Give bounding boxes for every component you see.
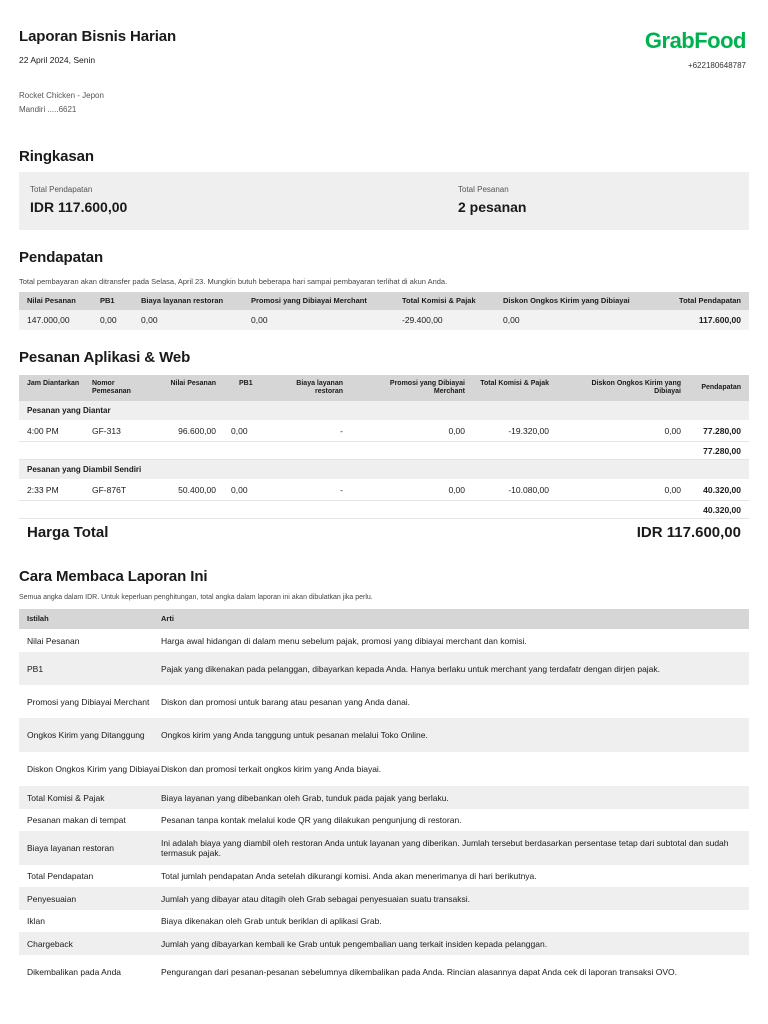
orders-label: Total Pesanan [458,185,509,194]
income-table-row [19,310,749,330]
glossary-row [19,652,749,685]
table-cell: 77.280,00 [703,426,741,436]
col-header: Promosi yang Dibiayai Merchant [389,380,465,395]
glossary-meaning: Biaya layanan yang dibebankan oleh Grab, tunduk pada pajak yang berlaku. [161,792,449,803]
glossary-term: Biaya layanan restoran [27,843,114,853]
table-cell: GF-313 [92,426,121,436]
table-row [19,479,749,501]
glossary-title: Cara Membaca Laporan Ini [19,568,208,585]
glossary-meaning: Ongkos kirim yang Anda tanggung untuk pesanan melalui Toko Online. [161,730,428,740]
glossary-row [19,932,749,955]
glossary-row [19,887,749,910]
table-row [19,420,749,442]
table-cell: 0,00 [231,426,248,436]
table-cell: 0,00 [231,485,248,495]
logo-text: GrabFood [644,28,746,53]
glossary-term: Ongkos Kirim yang Ditanggung [27,730,145,740]
glossary-term: PB1 [27,663,44,674]
glossary-term: Total Pendapatan [27,871,94,881]
table-cell: 2:33 PM [27,485,59,495]
col-header: Biaya layanan restoran [141,296,224,305]
group-header-pickup: Pesanan yang Diambil Sendiri [19,460,749,479]
income-note: Total pembayaran akan ditransfer pada Selasa, April 23. Mungkin butuh beberapa hari sampai pembayaran terlihat di akun Anda. [19,277,448,286]
glossary-term: Pesanan makan di tempat [27,815,126,825]
glossary-row [19,910,749,932]
glossary-meaning: Jumlah yang dibayar atau ditagih oleh Grab sebagai penyesuaian suatu transaksi. [161,893,471,904]
bank-account: Mandiri .....6621 [19,105,77,114]
table-cell: 0,00 [100,315,117,325]
table-cell: 0,00 [664,426,681,436]
merchant-phone: +622180648787 [687,61,746,70]
grand-total [19,524,749,546]
table-cell: GF-876T [92,485,127,495]
col-header: Jam Diantarkan [27,380,80,387]
orders-value: 2 pesanan [458,199,527,215]
glossary-meaning: Pajak yang dikenakan pada pelanggan, dibayarkan kepada Anda. Hanya berlaku untuk merchant yang terdafatr dengan dirjen pajak. [161,663,661,674]
glossary-meaning: Jumlah yang dibayarkan kembali ke Grab untuk pengembalian uang terkait insiden kepada pelanggan. [161,938,548,949]
col-header: Total Komisi & Pajak [402,296,476,305]
table-cell: -19.320,00 [508,426,549,436]
glossary-row [19,752,749,786]
col-header: Diskon Ongkos Kirim yang Dibiayai [503,296,630,305]
table-cell: 50.400,00 [178,485,216,495]
glossary-meaning: Biaya dikenakan oleh Grab untuk beriklan di aplikasi Grab. [161,916,382,926]
col-header: Pendapatan [701,384,741,391]
group-subtotal [19,501,749,519]
col-header: Nilai Pesanan [170,380,216,387]
subtotal-value: 77.280,00 [703,446,741,456]
grabfood-logo [645,28,746,70]
col-header: Total Pendapatan [679,296,741,305]
table-cell: 96.600,00 [178,426,216,436]
group-header-delivered: Pesanan yang Diantar [19,401,749,420]
report-date: 22 April 2024, Senin [19,55,96,65]
glossary-term: Iklan [27,916,45,926]
glossary-meaning: Total jumlah pendapatan Anda setelah dikurangi komisi. Anda akan menerimanya di hari berikutnya. [161,871,537,881]
report-title: Laporan Bisnis Harian [19,28,177,45]
table-cell: -10.080,00 [508,485,549,495]
glossary-meaning: Harga awal hidangan di dalam menu sebelum pajak, promosi yang dibiayai merchant dan komisi. [161,635,527,646]
revenue-label: Total Pendapatan [30,185,93,194]
glossary-header [19,609,749,629]
orders-table-header [19,375,749,401]
table-cell: 0,00 [251,315,268,325]
glossary-row [19,629,749,652]
glossary-note: Semua angka dalam IDR. Untuk keperluan penghitungan, total angka dalam laporan ini akan dibulatkan jika perlu. [19,594,373,601]
col-header: Nilai Pesanan [27,296,76,305]
table-cell: - [340,485,343,495]
glossary-meaning: Diskon dan promosi untuk barang atau pesanan yang Anda danai. [161,696,411,707]
glossary-meaning: Ini adalah biaya yang diambil oleh restoran Anda untuk layanan yang diberikan. Jumlah tersebut berdasarkan persentase tetap dari subtotal dan sudah termasuk pajak. [161,838,729,858]
glossary-header-meaning: Arti [161,614,174,623]
glossary-row [19,955,749,988]
table-cell: 0,00 [664,485,681,495]
glossary-row [19,831,749,865]
table-cell: - [340,426,343,436]
col-header: Diskon Ongkos Kirim yang Dibiayai [591,380,681,395]
group-subtotal [19,442,749,460]
glossary-header-term: Istilah [27,614,49,623]
summary-box [19,172,749,230]
report-header [19,28,746,118]
glossary-table [19,609,749,988]
glossary-term: Dikembalikan pada Anda [27,966,122,977]
col-header: Nomor Pemesanan [92,380,131,395]
summary-revenue [30,185,127,215]
glossary-row [19,685,749,718]
table-cell: 0,00 [448,485,465,495]
table-cell: -29.400,00 [402,315,443,325]
grand-total-value: IDR 117.600,00 [636,524,741,541]
glossary-row [19,718,749,752]
table-cell: 0,00 [448,426,465,436]
glossary-term: Total Komisi & Pajak [27,792,105,803]
glossary-meaning: Diskon dan promosi terkait ongkos kirim yang Anda biayai. [161,764,382,774]
col-header: Total Komisi & Pajak [480,380,549,387]
glossary-term: Diskon Ongkos Kirim yang Dibiayai [27,764,160,774]
income-table [19,292,749,330]
table-cell: 4:00 PM [27,426,59,436]
subtotal-value: 40.320,00 [703,505,741,515]
table-cell: 117.600,00 [698,315,741,325]
orders-title: Pesanan Aplikasi & Web [19,349,191,366]
col-header: PB1 [239,380,253,387]
glossary-row [19,865,749,887]
table-cell: 0,00 [141,315,158,325]
income-title: Pendapatan [19,249,104,266]
glossary-term: Nilai Pesanan [27,635,80,646]
revenue-value: IDR 117.600,00 [30,199,128,215]
grand-total-label: Harga Total [27,524,109,541]
summary-orders [458,185,526,215]
glossary-meaning: Pengurangan dari pesanan-pesanan sebelumnya dikembalikan pada Anda. Rincian alasannya dapat Anda cek di laporan transaksi OVO. [161,966,678,977]
glossary-term: Promosi yang Dibiayai Merchant [27,696,150,707]
table-cell: 40.320,00 [703,485,741,495]
table-cell: 0,00 [503,315,520,325]
glossary-row [19,786,749,809]
income-table-header [19,292,749,310]
glossary-term: Penyesuaian [27,893,77,904]
merchant-info [19,89,746,117]
glossary-row [19,809,749,831]
col-header: PB1 [100,296,115,305]
orders-table [19,375,749,519]
summary-title: Ringkasan [19,148,94,165]
glossary-term: Chargeback [27,938,73,949]
merchant-name: Rocket Chicken - Jepon [19,91,104,100]
col-header: Promosi yang Dibiayai Merchant [251,296,367,305]
col-header: Biaya layanan restoran [296,380,343,395]
glossary-meaning: Pesanan tanpa kontak melalui kode QR yang dilakukan pengunjung di restoran. [161,815,462,825]
table-cell: 147.000,00 [27,315,70,325]
